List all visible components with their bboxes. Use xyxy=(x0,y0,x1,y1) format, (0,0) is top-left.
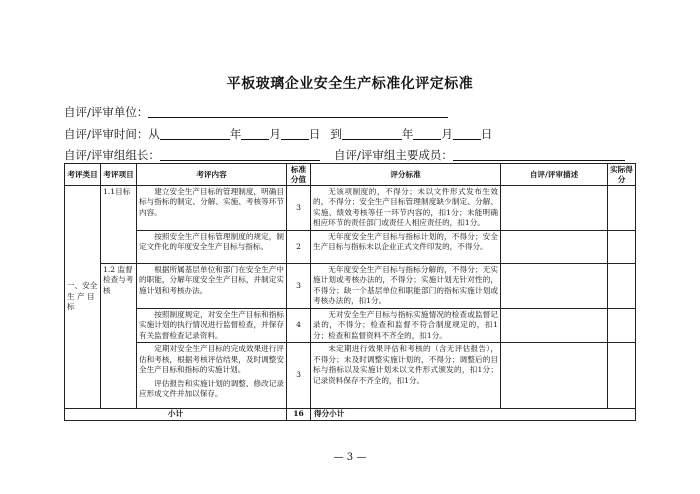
content-cell xyxy=(137,343,287,409)
members-blank xyxy=(453,148,625,161)
desc-cell xyxy=(501,230,608,263)
table-row xyxy=(65,230,636,263)
header-content: 考评内容 xyxy=(137,164,287,186)
start-year-unit: 年 xyxy=(229,127,242,141)
actual-score-cell xyxy=(608,230,636,263)
page-number: — 3 — xyxy=(333,452,367,463)
actual-score-cell xyxy=(608,263,636,308)
content-cell: 按照制度规定，对安全生产目标和指标实施计划的执行情况进行监督检查，并保存有关监督检查记录资料。 xyxy=(137,308,287,342)
header-item: 考评项目 xyxy=(101,164,137,186)
content-paragraph: 评估报告和实施计划的调整、修改记录应形成文件并加以保存。 xyxy=(139,378,284,399)
score-cell: 2 xyxy=(287,230,311,263)
item-cell-supervision: 1.2 监督检查与考核 xyxy=(101,263,137,408)
document-title: 平板玻璃企业安全生产标准化评定标准 xyxy=(226,76,474,92)
subtotal-label: 小计 xyxy=(65,409,287,420)
members-label: 自评/评审组主要成员： xyxy=(334,148,453,162)
end-month-unit: 月 xyxy=(441,127,453,141)
table-row xyxy=(65,343,636,409)
item-cell-target: 1.1目标 xyxy=(101,186,137,264)
desc-cell xyxy=(501,186,608,231)
unit-label: 自评/评审单位： xyxy=(64,105,149,119)
subtotal-score: 16 xyxy=(287,409,311,420)
score-cell: 3 xyxy=(287,186,311,231)
time-field xyxy=(64,126,492,142)
start-year-blank xyxy=(160,127,230,140)
actual-score-cell xyxy=(608,186,636,231)
end-year-unit: 年 xyxy=(401,127,414,141)
actual-score-cell xyxy=(608,343,636,409)
score-cell: 3 xyxy=(287,263,311,308)
start-day-blank xyxy=(281,127,309,140)
standard-cell: 无该项制度的，不得分；未以文件形式发布生效的，不得分；安全生产目标管理制度缺少制定、分解、实施、绩效考核等任一环节内容的，扣1分；未能明确相应环节的责任部门或责任人相应责任的，扣1分。 xyxy=(311,186,501,231)
header-category: 考评类目 xyxy=(65,164,101,186)
end-year-blank xyxy=(342,127,402,140)
standard-cell: 无年度安全生产目标与指标计划的，不得分；安全生产目标与指标未以企业正式文件印发的，不得分。 xyxy=(311,230,501,263)
table-row xyxy=(65,308,636,342)
score-subtotal-label: 得分小计 xyxy=(311,409,636,420)
actual-score-cell xyxy=(608,308,636,342)
standard-cell: 无年度安全生产目标与指标分解的，不得分；无实施计划或考核办法的，不得分；实施计划无针对性的，不得分；缺一个基层单位和职能部门的指标实施计划或考核办法的，扣1分。 xyxy=(311,263,501,308)
unit-blank xyxy=(148,105,448,118)
table-row xyxy=(65,263,636,308)
subtotal-row xyxy=(65,409,636,420)
content-paragraph: 定期对安全生产目标的完成效果进行评估和考核，根据考核评估结果，及时调整安全生产目标和指标的实施计划。 xyxy=(139,344,284,375)
time-label: 自评/评审时间：从 xyxy=(64,127,160,141)
content-cell: 按照安全生产目标管理制度的规定，制定文件化的年度安全生产目标与指标。 xyxy=(137,230,287,263)
start-month-unit: 月 xyxy=(269,127,281,141)
leader-label: 自评/评审组组长： xyxy=(64,148,160,162)
standard-cell: 未定期进行效果评估和考核的（含无评估报告），不得分；未及时调整实施计划的，不得分；调整后的目标与指标以及实施计划未以文件形式颁发的，扣1分；记录资料保存不齐全的，扣1分。 xyxy=(311,343,501,409)
header-score: 标准分值 xyxy=(287,164,311,186)
header-row xyxy=(65,164,636,186)
score-cell: 4 xyxy=(287,308,311,342)
end-day-blank xyxy=(453,127,481,140)
start-month-blank xyxy=(241,127,269,140)
content-cell: 根据所属基层单位和部门在安全生产中的职能，分解年度安全生产目标，并制定实施计划和考核办法。 xyxy=(137,263,287,308)
standard-cell: 无对安全生产目标与指标实施情况的检查或监督记录的，不得分；检查和监督不符合制度规定的，扣1分；检查和监督资料不齐全的，扣1分。 xyxy=(311,308,501,342)
header-desc: 自评/评审描述 xyxy=(501,164,608,186)
to-label: 到 xyxy=(330,127,342,141)
unit-field xyxy=(64,104,448,120)
score-cell: 3 xyxy=(287,343,311,409)
leader-blank xyxy=(160,148,320,161)
desc-cell xyxy=(501,263,608,308)
table-row xyxy=(65,186,636,231)
header-standard: 评分标准 xyxy=(311,164,501,186)
end-month-blank xyxy=(413,127,441,140)
content-cell: 建立安全生产目标的管理制度，明确目标与指标的制定、分解、实施、考核等环节内容。 xyxy=(137,186,287,231)
desc-cell xyxy=(501,308,608,342)
leader-field xyxy=(64,147,320,163)
end-day-unit: 日 xyxy=(480,127,493,141)
start-day-unit: 日 xyxy=(308,127,321,141)
header-actual: 实际得分 xyxy=(608,164,636,186)
members-field xyxy=(334,147,625,163)
evaluation-table xyxy=(64,163,636,421)
desc-cell xyxy=(501,343,608,409)
category-cell: 一、安全生 产 目标 xyxy=(65,186,101,409)
